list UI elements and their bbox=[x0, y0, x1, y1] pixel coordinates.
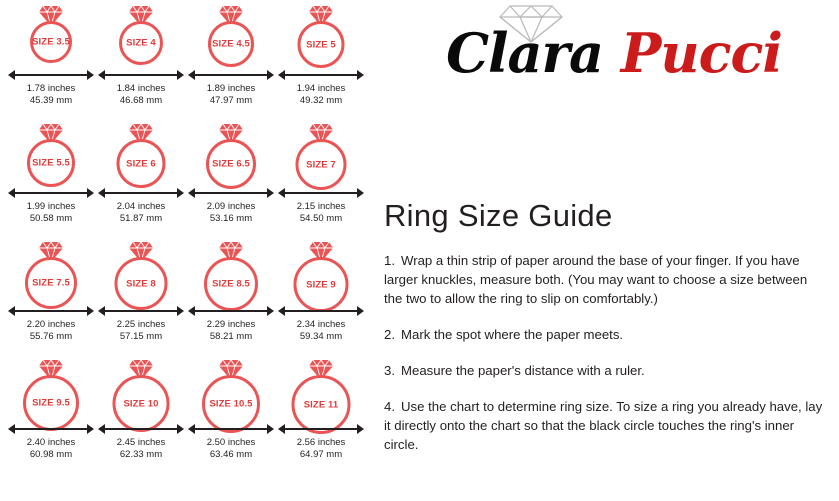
arrow-line bbox=[12, 310, 90, 312]
ring-illustration bbox=[193, 359, 269, 421]
ring-illustration bbox=[283, 241, 359, 303]
chart-row bbox=[6, 4, 366, 122]
ring-band bbox=[25, 257, 77, 309]
ring-inches: 2.34 inches bbox=[296, 319, 346, 330]
ring-illustration bbox=[13, 241, 89, 303]
arrow-line bbox=[12, 428, 90, 430]
arrow-right-icon bbox=[267, 306, 274, 316]
ring-band bbox=[204, 257, 258, 311]
measure-arrow bbox=[278, 186, 364, 199]
ring-measurements bbox=[117, 437, 166, 460]
chart-row bbox=[6, 240, 366, 358]
ring-illustration bbox=[103, 5, 179, 67]
arrow-right-icon bbox=[87, 70, 94, 80]
ring-inches: 2.45 inches bbox=[116, 437, 166, 448]
ring-band bbox=[296, 139, 347, 190]
ring-size-label: SIZE 8 bbox=[126, 278, 156, 289]
ring-mm: 63.46 mm bbox=[209, 448, 253, 460]
ring-measurements bbox=[27, 83, 76, 106]
arrow-right-icon bbox=[267, 188, 274, 198]
ring-size-cell bbox=[276, 240, 366, 358]
ring-band bbox=[115, 257, 168, 310]
ring-measurements bbox=[297, 319, 346, 342]
ring-size-label: SIZE 7.5 bbox=[32, 277, 70, 289]
ring-size-cell bbox=[276, 122, 366, 240]
ring-band bbox=[27, 139, 75, 187]
ring-band bbox=[208, 21, 254, 67]
ring-size-cell bbox=[6, 4, 96, 122]
arrow-right-icon bbox=[357, 70, 364, 80]
ring-measurements bbox=[297, 83, 346, 106]
ring-measurements bbox=[207, 437, 256, 460]
measure-arrow bbox=[8, 422, 94, 435]
ring-size-cell bbox=[186, 358, 276, 476]
ring-size-label: SIZE 6 bbox=[126, 158, 156, 169]
arrow-right-icon bbox=[87, 188, 94, 198]
ring-mm: 59.34 mm bbox=[299, 330, 343, 342]
ring-size-label: SIZE 5.5 bbox=[32, 157, 70, 169]
step-number: 2. bbox=[384, 327, 395, 342]
instruction-step bbox=[384, 361, 824, 380]
ring-measurements bbox=[27, 201, 76, 224]
ring-size-label: SIZE 11 bbox=[303, 399, 339, 410]
step-text: Mark the spot where the paper meets. bbox=[401, 327, 624, 342]
arrow-line bbox=[282, 428, 360, 430]
instruction-steps bbox=[376, 251, 823, 454]
ring-measurements bbox=[207, 83, 256, 106]
ring-size-cell bbox=[6, 358, 96, 476]
ring-measurements bbox=[207, 319, 256, 342]
ring-size-label: SIZE 10.5 bbox=[209, 398, 253, 410]
ring-illustration bbox=[13, 123, 89, 185]
step-number: 3. bbox=[384, 363, 395, 378]
ring-size-cell bbox=[6, 122, 96, 240]
ring-band bbox=[117, 139, 166, 188]
measure-arrow bbox=[8, 186, 94, 199]
ring-inches: 2.25 inches bbox=[116, 319, 166, 330]
arrow-line bbox=[192, 192, 270, 194]
ring-size-cell bbox=[186, 4, 276, 122]
ring-inches: 1.84 inches bbox=[116, 83, 166, 94]
arrow-line bbox=[12, 74, 90, 76]
measure-arrow bbox=[278, 68, 364, 81]
ring-mm: 54.50 mm bbox=[299, 212, 343, 224]
ring-measurements bbox=[27, 437, 76, 460]
ring-mm: 47.97 mm bbox=[209, 94, 253, 106]
arrow-line bbox=[12, 192, 90, 194]
ring-mm: 57.15 mm bbox=[119, 330, 163, 342]
ring-size-label: SIZE 9 bbox=[306, 279, 336, 290]
step-number: 4. bbox=[384, 399, 395, 414]
measure-arrow bbox=[278, 304, 364, 317]
ring-size-cell bbox=[186, 240, 276, 358]
ring-size-label: SIZE 9.5 bbox=[32, 397, 70, 409]
ring-size-chart bbox=[0, 0, 368, 501]
measure-arrow bbox=[278, 422, 364, 435]
ring-inches: 2.09 inches bbox=[206, 201, 256, 212]
ring-mm: 45.39 mm bbox=[29, 94, 73, 106]
ring-measurements bbox=[117, 201, 166, 224]
ring-measurements bbox=[117, 83, 166, 106]
ring-band bbox=[206, 139, 256, 189]
ring-mm: 46.68 mm bbox=[119, 94, 163, 106]
ring-size-cell bbox=[96, 358, 186, 476]
page-title: Ring Size Guide bbox=[384, 198, 613, 233]
arrow-line bbox=[192, 310, 270, 312]
ring-size-cell bbox=[96, 122, 186, 240]
arrow-right-icon bbox=[357, 306, 364, 316]
measure-arrow bbox=[188, 422, 274, 435]
arrow-right-icon bbox=[177, 306, 184, 316]
measure-arrow bbox=[8, 68, 94, 81]
arrow-right-icon bbox=[87, 424, 94, 434]
guide-panel bbox=[368, 0, 839, 501]
ring-mm: 62.33 mm bbox=[119, 448, 163, 460]
arrow-line bbox=[102, 310, 180, 312]
measure-arrow bbox=[98, 186, 184, 199]
ring-illustration bbox=[283, 359, 359, 421]
arrow-line bbox=[192, 428, 270, 430]
measure-arrow bbox=[98, 68, 184, 81]
ring-inches: 2.40 inches bbox=[26, 437, 76, 448]
ring-mm: 55.76 mm bbox=[29, 330, 73, 342]
measure-arrow bbox=[8, 304, 94, 317]
arrow-line bbox=[282, 192, 360, 194]
ring-size-label: SIZE 8.5 bbox=[212, 278, 250, 290]
ring-mm: 50.58 mm bbox=[29, 212, 73, 224]
ring-band bbox=[119, 21, 163, 65]
instruction-step bbox=[384, 251, 824, 308]
ring-mm: 58.21 mm bbox=[209, 330, 253, 342]
measure-arrow bbox=[188, 304, 274, 317]
ring-illustration bbox=[193, 123, 269, 185]
ring-inches: 2.15 inches bbox=[296, 201, 346, 212]
measure-arrow bbox=[188, 68, 274, 81]
chart-row bbox=[6, 122, 366, 240]
ring-illustration bbox=[103, 123, 179, 185]
arrow-line bbox=[102, 428, 180, 430]
ring-illustration bbox=[103, 241, 179, 303]
ring-size-label: SIZE 7 bbox=[306, 159, 336, 170]
arrow-right-icon bbox=[177, 70, 184, 80]
arrow-line bbox=[282, 74, 360, 76]
brand-logo bbox=[376, 0, 823, 120]
ring-illustration bbox=[193, 5, 269, 67]
measure-arrow bbox=[188, 186, 274, 199]
ring-mm: 53.16 mm bbox=[209, 212, 253, 224]
arrow-line bbox=[102, 74, 180, 76]
ring-inches: 1.78 inches bbox=[26, 83, 76, 94]
arrow-line bbox=[102, 192, 180, 194]
ring-size-label: SIZE 10 bbox=[123, 398, 159, 409]
ring-size-cell bbox=[186, 122, 276, 240]
step-number: 1. bbox=[384, 253, 395, 268]
arrow-right-icon bbox=[357, 188, 364, 198]
ring-inches: 2.20 inches bbox=[26, 319, 76, 330]
arrow-right-icon bbox=[267, 424, 274, 434]
ring-size-cell bbox=[276, 4, 366, 122]
ring-illustration bbox=[13, 359, 89, 421]
ring-size-cell bbox=[276, 358, 366, 476]
ring-inches: 1.99 inches bbox=[26, 201, 76, 212]
ring-inches: 2.50 inches bbox=[206, 437, 256, 448]
ring-inches: 1.89 inches bbox=[206, 83, 256, 94]
ring-inches: 1.94 inches bbox=[296, 83, 346, 94]
ring-size-cell bbox=[96, 240, 186, 358]
brand-name-first: Clara bbox=[446, 21, 603, 85]
arrow-right-icon bbox=[177, 188, 184, 198]
measure-arrow bbox=[98, 422, 184, 435]
ring-measurements bbox=[297, 437, 346, 460]
ring-size-label: SIZE 4 bbox=[126, 37, 156, 49]
ring-inches: 2.04 inches bbox=[116, 201, 166, 212]
ring-illustration bbox=[283, 5, 359, 67]
ring-inches: 2.56 inches bbox=[296, 437, 346, 448]
ring-band bbox=[298, 21, 345, 68]
measure-arrow bbox=[98, 304, 184, 317]
ring-measurements bbox=[117, 319, 166, 342]
ring-size-cell bbox=[96, 4, 186, 122]
instruction-step bbox=[384, 325, 824, 344]
ring-mm: 64.97 mm bbox=[299, 448, 343, 460]
ring-measurements bbox=[27, 319, 76, 342]
ring-size-label: SIZE 4.5 bbox=[212, 38, 250, 50]
arrow-right-icon bbox=[357, 424, 364, 434]
ring-size-cell bbox=[6, 240, 96, 358]
ring-illustration bbox=[193, 241, 269, 303]
step-text: Wrap a thin strip of paper around the base of your finger. If you have larger knuckles, measure both. (You may want to choose a size between the two to allow the ring to slip on comfortably.) bbox=[384, 253, 808, 306]
ring-mm: 60.98 mm bbox=[29, 448, 73, 460]
ring-size-label: SIZE 6.5 bbox=[212, 158, 250, 170]
ring-mm: 51.87 mm bbox=[119, 212, 163, 224]
step-text: Measure the paper's distance with a ruler. bbox=[401, 363, 645, 378]
ring-size-label: SIZE 3.5 bbox=[32, 36, 70, 48]
ring-illustration bbox=[283, 123, 359, 185]
ring-illustration bbox=[103, 359, 179, 421]
ring-size-label: SIZE 5 bbox=[306, 39, 336, 50]
ring-measurements bbox=[297, 201, 346, 224]
arrow-line bbox=[282, 310, 360, 312]
ring-band bbox=[30, 21, 72, 63]
ring-measurements bbox=[207, 201, 256, 224]
ring-mm: 49.32 mm bbox=[299, 94, 343, 106]
step-text: Use the chart to determine ring size. To size a ring you already have, lay it directly onto the chart so that the black circle touches the ring's inner circle. bbox=[384, 399, 823, 452]
brand-name-second: Pucci bbox=[620, 21, 782, 85]
arrow-right-icon bbox=[87, 306, 94, 316]
arrow-line bbox=[192, 74, 270, 76]
arrow-right-icon bbox=[267, 70, 274, 80]
chart-row bbox=[6, 358, 366, 476]
instruction-step bbox=[384, 397, 824, 454]
ring-inches: 2.29 inches bbox=[206, 319, 256, 330]
ring-illustration bbox=[13, 5, 89, 67]
brand-name bbox=[384, 22, 839, 84]
arrow-right-icon bbox=[177, 424, 184, 434]
